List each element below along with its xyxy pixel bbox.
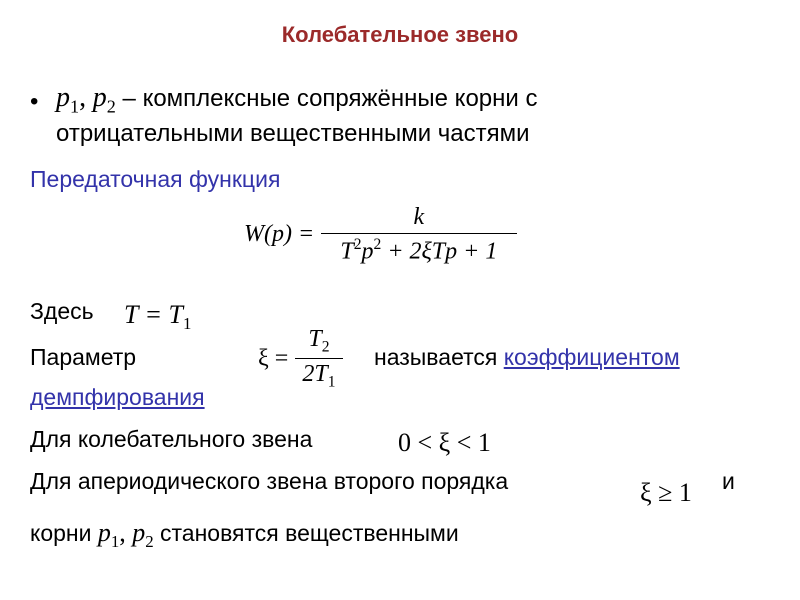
formula-denominator: $T^2p^2 + 2\xi Tp + 1$	[321, 233, 517, 265]
here-label: Здесь	[30, 298, 94, 324]
roots-text: становятся вещественными	[160, 520, 459, 546]
oscillating-text: Для колебательного звена	[30, 426, 313, 452]
transfer-function-heading: Передаточная функция	[30, 166, 281, 192]
param-label: Параметр	[30, 344, 137, 370]
damping-fraction	[295, 326, 343, 392]
formula-lhs: W(p) =	[244, 221, 315, 248]
formula-fraction	[321, 204, 517, 265]
roots-p1: $p_1$	[97, 518, 120, 551]
transfer-function-formula	[244, 204, 517, 265]
roots-line: корни $p_1$, $p_2$ становятся вещественными	[30, 518, 459, 551]
here-formula: $T = T_1$	[124, 300, 192, 333]
slide-title: Колебательное звено	[281, 22, 519, 47]
roots-p2: $p_2$	[132, 518, 154, 551]
damping-denominator: $2T_1$	[295, 358, 343, 391]
aperiodic-formula: ξ ≥ 1	[640, 478, 692, 507]
damping-coefficient-link-1[interactable]: коэффициентом	[503, 344, 680, 370]
bullet-text-1: комплексные сопряжённые корни с	[142, 85, 538, 112]
oscillating-formula: 0 < ξ < 1	[398, 428, 491, 457]
root-p2: $p_2$	[92, 82, 116, 117]
aperiodic-text: Для апериодического звена второго порядка	[30, 468, 509, 494]
damping-formula	[258, 326, 343, 392]
bullet-marker: •	[30, 88, 39, 115]
roots-label: корни	[30, 520, 92, 546]
dash: –	[122, 85, 136, 112]
formula-numerator: k	[413, 204, 425, 230]
param-text: называется коэффициентом	[374, 344, 680, 370]
bullet-text-2: отрицательными вещественными частями	[56, 120, 530, 147]
damping-coefficient-link-2[interactable]: демпфирования	[30, 384, 205, 410]
bullet-line-1: $p_1$, $p_2$ – комплексные сопряжённые корни с	[56, 82, 538, 117]
xi-symbol: ξ =	[258, 345, 289, 372]
aperiodic-and: и	[722, 468, 735, 494]
damping-numerator: $T_2$	[308, 326, 330, 356]
root-p1: $p_1$	[56, 82, 80, 117]
